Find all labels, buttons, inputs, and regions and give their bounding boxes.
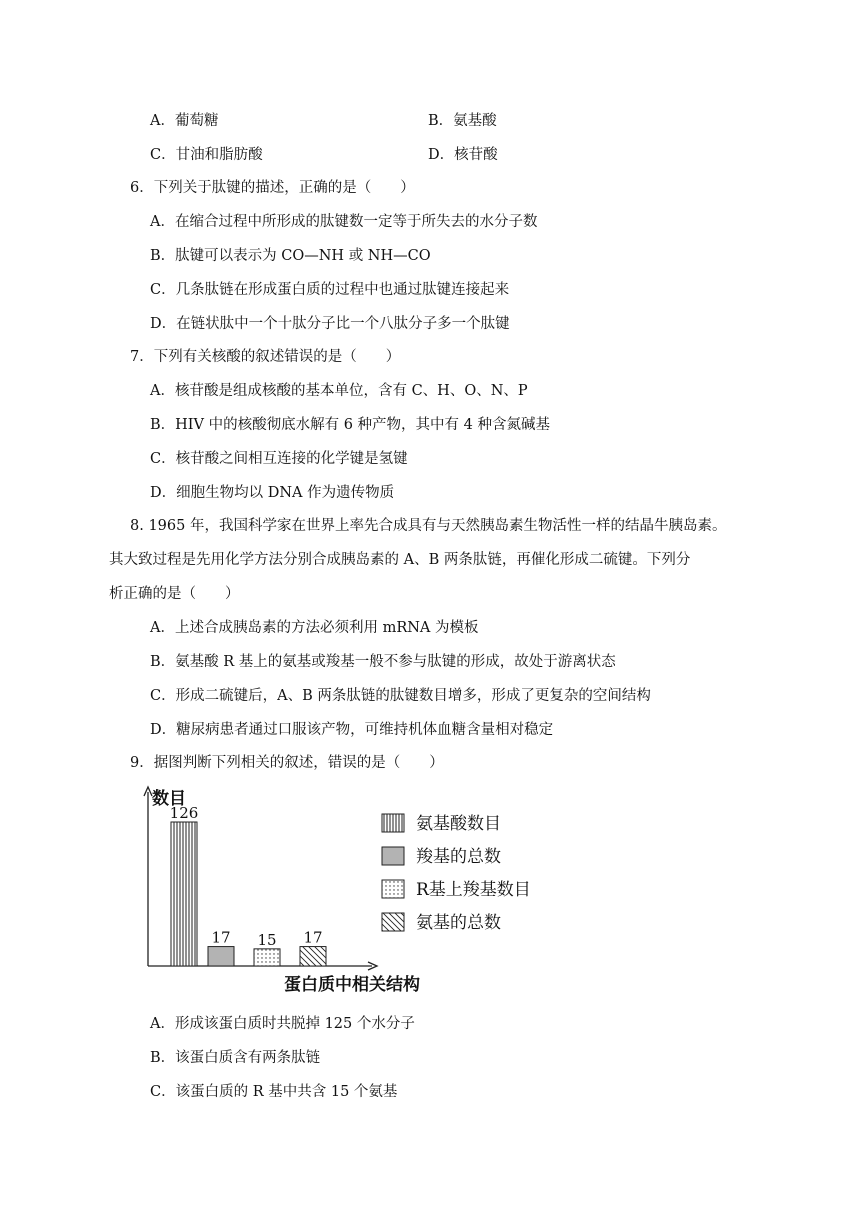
q8-option-b: B．氨基酸 R 基上的氨基或羧基一般不参与肽键的形成，故处于游离状态 — [150, 654, 616, 670]
q7-option-c: C．核苷酸之间相互连接的化学键是氢键 — [150, 451, 408, 467]
q9-option-a: A．形成该蛋白质时共脱掉 125 个水分子 — [150, 1016, 415, 1032]
q7-option-d: D．细胞生物均以 DNA 作为遗传物质 — [150, 485, 395, 501]
q9-option-c: C．该蛋白质的 R 基中共含 15 个氨基 — [150, 1084, 398, 1100]
q5-option-b: B．氨基酸 — [428, 113, 497, 129]
q7-stem: 7．下列有关核酸的叙述错误的是（ ） — [130, 349, 401, 365]
legend — [382, 814, 531, 933]
bar-3 — [254, 949, 280, 966]
x-axis-label: 蛋白质中相关结构 — [284, 975, 420, 995]
legend-label-3: R基上羧基数目 — [416, 880, 531, 900]
q5-option-d: D．核苷酸 — [428, 147, 498, 163]
q8-stem-line-1: 8. 1965 年，我国科学家在世界上率先合成具有与天然胰岛素生物活性一样的结晶牛胰岛素。 — [130, 518, 727, 534]
bar-value-label-2: 17 — [211, 928, 231, 947]
q7-option-b: B．HIV 中的核酸彻底水解有 6 种产物，其中有 4 种含氮碱基 — [150, 417, 550, 433]
q8-option-c: C．形成二硫键后，A、B 两条肽链的肽键数目增多，形成了更复杂的空间结构 — [150, 688, 651, 704]
bar-value-label-3: 15 — [257, 930, 277, 949]
legend-label-4: 氨基的总数 — [416, 913, 501, 933]
legend-swatch-3 — [382, 880, 404, 898]
q9-option-b: B．该蛋白质含有两条肽链 — [150, 1050, 321, 1066]
legend-swatch-4 — [382, 913, 404, 931]
bar-value-label-4: 17 — [303, 928, 323, 947]
q6-option-c: C．几条肽链在形成蛋白质的过程中也通过肽键连接起来 — [150, 282, 510, 298]
legend-label-1: 氨基酸数目 — [416, 814, 501, 834]
q9-stem: 9．据图判断下列相关的叙述，错误的是（ ） — [130, 755, 444, 771]
q7-option-a: A．核苷酸是组成核酸的基本单位，含有 C、H、O、N、P — [150, 383, 528, 399]
y-axis-label: 数目 — [152, 789, 186, 809]
q8-stem-line-3: 析正确的是（ ） — [109, 586, 240, 602]
q6-option-d: D．在链状肽中一个十肽分子比一个八肽分子多一个肽键 — [150, 316, 510, 332]
legend-label-2: 羧基的总数 — [416, 847, 501, 867]
q6-option-a: A．在缩合过程中所形成的肽键数一定等于所失去的水分子数 — [150, 214, 538, 230]
q5-option-c: C．甘油和脂肪酸 — [150, 147, 263, 163]
legend-swatch-1 — [382, 814, 404, 832]
bar-chart — [140, 784, 560, 998]
legend-swatch-2 — [382, 847, 404, 865]
q8-option-d: D．糖尿病患者通过口服该产物，可维持机体血糖含量相对稳定 — [150, 722, 554, 738]
bar-value-label-1: 126 — [169, 804, 199, 822]
bars-group — [170, 804, 326, 966]
bar-2 — [208, 947, 234, 966]
q6-option-b: B．肽键可以表示为 CO—NH 或 NH—CO — [150, 248, 431, 264]
q8-option-a: A．上述合成胰岛素的方法必须利用 mRNA 为模板 — [150, 620, 479, 636]
bar-4 — [300, 947, 326, 966]
q5-option-a: A．葡萄糖 — [150, 113, 219, 129]
q8-stem-line-2: 其大致过程是先用化学方法分别合成胰岛素的 A、B 两条肽链，再催化形成二硫键。下列分 — [109, 552, 691, 568]
bar-1 — [171, 822, 197, 966]
q6-stem: 6．下列关于肽键的描述，正确的是（ ） — [130, 180, 415, 196]
